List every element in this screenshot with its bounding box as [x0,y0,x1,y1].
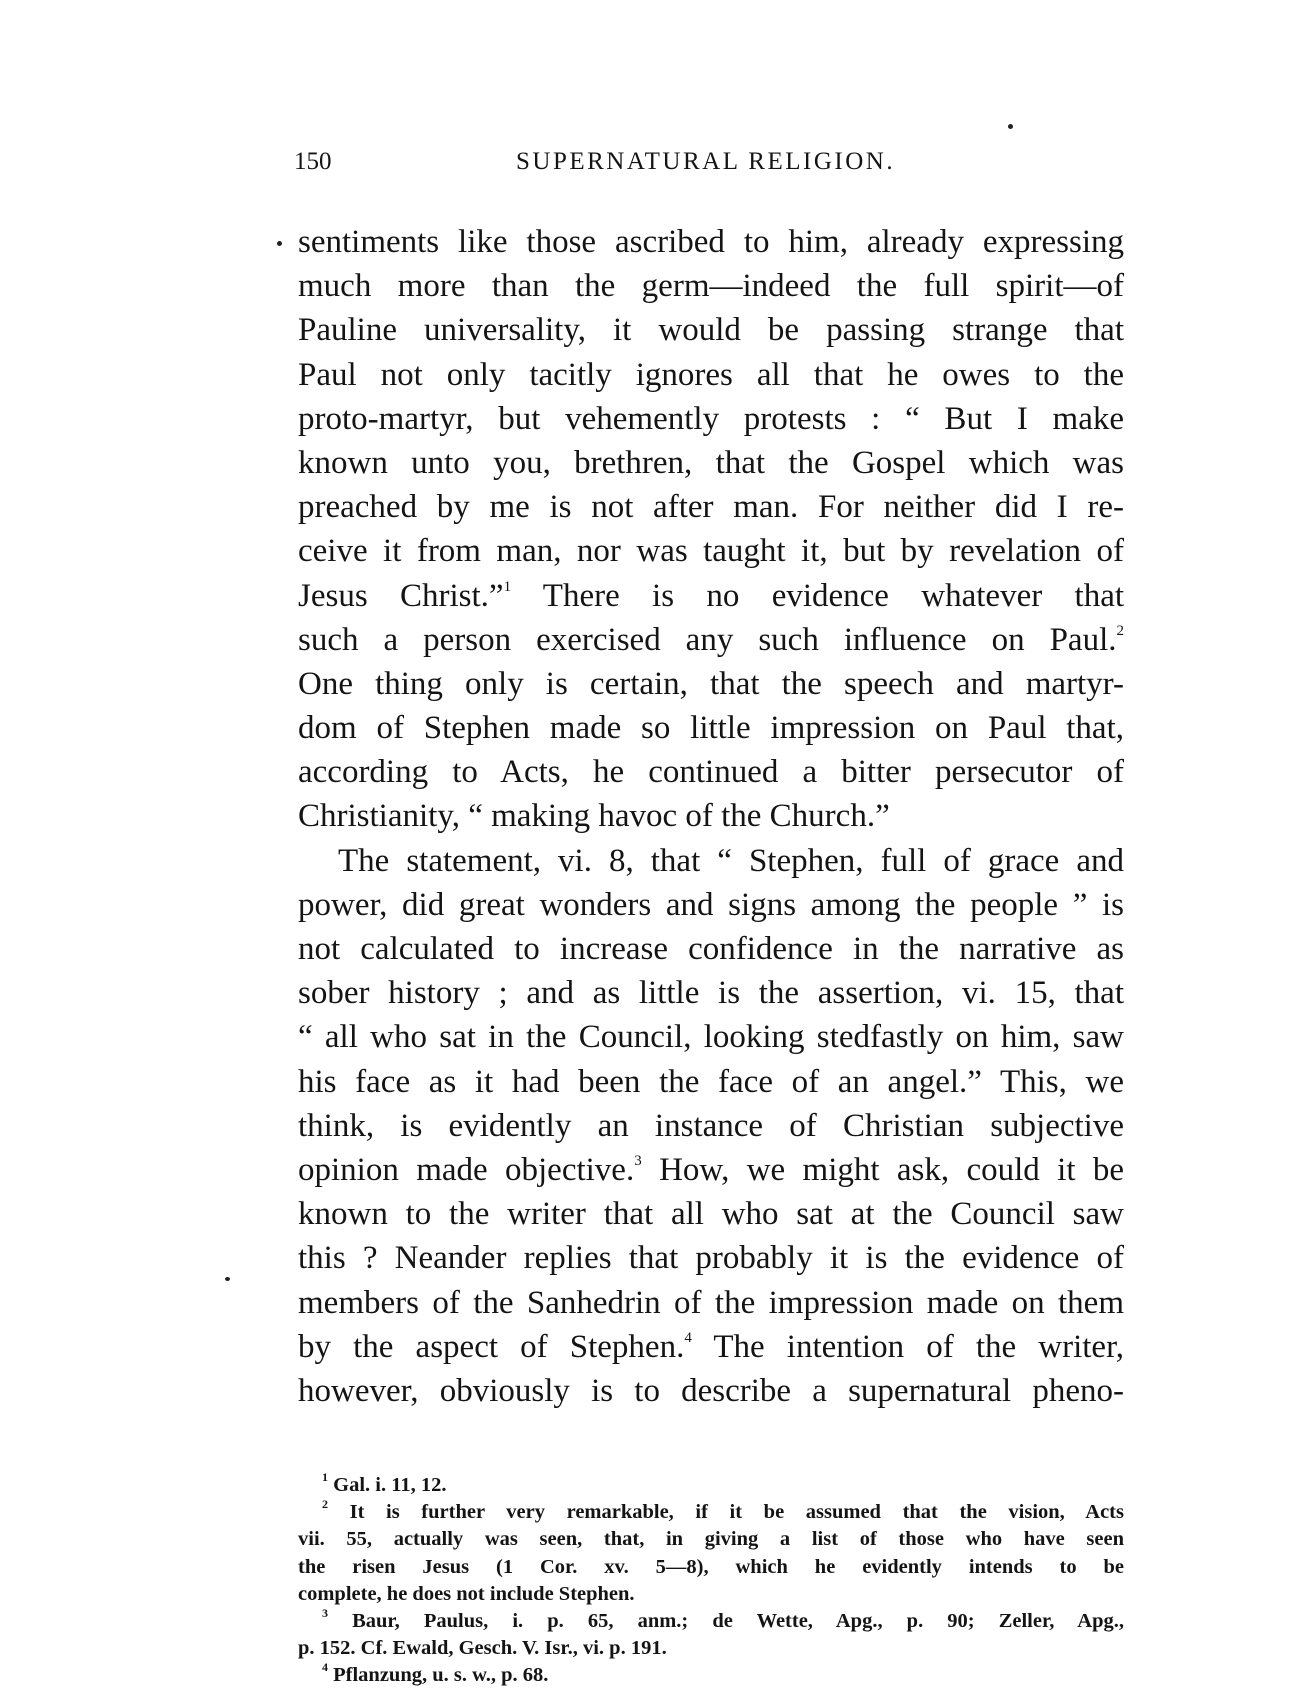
footnote-line [298,1581,1124,1608]
text-run: preached by me is not after man. For neither did I re- [298,489,1124,526]
text-run: sentiments like those ascribed to him, already expressing [298,224,1124,260]
text-line [298,574,1124,618]
text-run: by the aspect of Stephen. [298,1328,685,1365]
text-line [298,750,1124,794]
text-run: opinion made objective. [298,1151,635,1188]
text-run: power, did great wonders and signs among the people ” is [298,886,1124,923]
text-run: complete, he does not include Stephen. [298,1582,635,1605]
text-run: his face as it had been the face of an angel.” This, we [298,1063,1124,1100]
text-run: dom of Stephen made so little impression on Paul that, [298,710,1124,747]
footnote-line [298,1662,1124,1689]
page-number: 150 [294,148,332,175]
text-run: The intention of the writer, [691,1328,1125,1365]
text-line [298,794,1124,838]
text-run: “ all who sat in the Council, looking stedfastly on him, saw [298,1019,1124,1056]
footnote-marker: 3 [634,1152,642,1169]
text-run: not calculated to increase confidence in the narrative as [298,931,1124,967]
text-run: Paul not only tacitly ignores all that he owes to the [298,356,1124,393]
text-line [298,308,1124,352]
text-run: Pauline universality, it would be passing strange that [298,312,1124,349]
text-line [298,220,1124,264]
text-line [298,1281,1124,1325]
text-run: such a person exercised any such influence on Paul. [298,621,1117,658]
text-run: Baur, Paulus, i. p. 65, anm.; de Wette, Apg., p. 90; Zeller, Apg., [328,1609,1124,1632]
footnote-marker: 2 [1116,622,1124,639]
footnote-line [298,1499,1124,1526]
footnote-line [298,1526,1124,1553]
text-run: this ? Neander replies that probably it is the evidence of [298,1240,1124,1277]
footnote-marker: 4 [322,1660,328,1675]
text-run: Gal. i. 11, 12. [328,1474,447,1496]
footnote-marker: 4 [684,1329,692,1346]
footnote-marker: 1 [322,1470,328,1484]
print-speck [225,1277,230,1281]
text-line [298,397,1124,441]
text-run: How, we might ask, could it be [641,1151,1125,1188]
text-line [298,1104,1124,1148]
footnote-line [298,1472,1124,1499]
text-run: known to the writer that all who sat at the Council saw [298,1196,1124,1233]
text-line [298,883,1124,927]
print-speck [277,241,282,246]
text-line [298,971,1124,1015]
running-title: SUPERNATURAL RELIGION. [516,148,896,175]
text-run: The statement, vi. 8, that “ Stephen, full of grace and [338,842,1124,879]
footnote-line [298,1605,1124,1635]
text-line [298,264,1124,308]
text-run: Pflanzung, u. s. w., p. 68. [328,1664,549,1687]
footnote-marker: 1 [503,578,512,595]
text-run: Christianity, “ making havoc of the Church.” [298,798,890,835]
text-run: proto-martyr, but vehemently protests : “ But I make [298,400,1124,437]
footnote-line [298,1635,1124,1662]
text-run: ceive it from man, nor was taught it, but by revelation of [298,533,1124,570]
text-run: according to Acts, he continued a bitter persecutor of [298,754,1124,791]
text-line [298,662,1124,706]
text-run: members of the Sanhedrin of the impression made on them [298,1284,1124,1321]
text-run: sober history ; and as little is the assertion, vi. 15, that [298,975,1124,1012]
text-line [298,1148,1124,1192]
text-line [298,353,1124,397]
text-line [298,927,1124,971]
text-run: much more than the germ—indeed the full spirit—of [298,268,1124,305]
footnote-line [298,1554,1124,1581]
text-run: the risen Jesus (1 Cor. xv. 5—8), which he evidently intends to be [298,1555,1124,1578]
text-run: vii. 55, actually was seen, that, in giving a list of those who have seen [298,1528,1124,1551]
print-speck [1008,124,1013,129]
footnotes [298,1472,1124,1690]
text-line [298,839,1124,883]
text-run: however, obviously is to describe a supernatural pheno- [298,1372,1124,1409]
text-line [298,1015,1124,1059]
text-line [298,529,1124,573]
text-run: known unto you, brethren, that the Gospel which was [298,444,1124,481]
text-line [298,706,1124,750]
text-line [298,485,1124,529]
text-line [298,1192,1124,1236]
text-run: Jesus Christ.” [298,577,504,614]
footnote-marker: 3 [322,1605,328,1620]
body-text [298,220,1124,1413]
text-run: One thing only is certain, that the speech and martyr- [298,665,1124,702]
text-line [298,618,1124,662]
text-line [298,441,1124,485]
text-line [298,1325,1124,1369]
text-line [298,1236,1124,1280]
footnote-marker: 2 [322,1497,328,1512]
text-run: There is no evidence whatever that [511,577,1125,614]
text-run: think, is evidently an instance of Christian subjective [298,1107,1124,1144]
text-run: p. 152. Cf. Ewald, Gesch. V. Isr., vi. p. 191. [298,1637,667,1660]
text-run: It is further very remarkable, if it be assumed that the vision, Acts [328,1501,1124,1524]
text-line [298,1369,1124,1413]
text-line [298,1060,1124,1104]
